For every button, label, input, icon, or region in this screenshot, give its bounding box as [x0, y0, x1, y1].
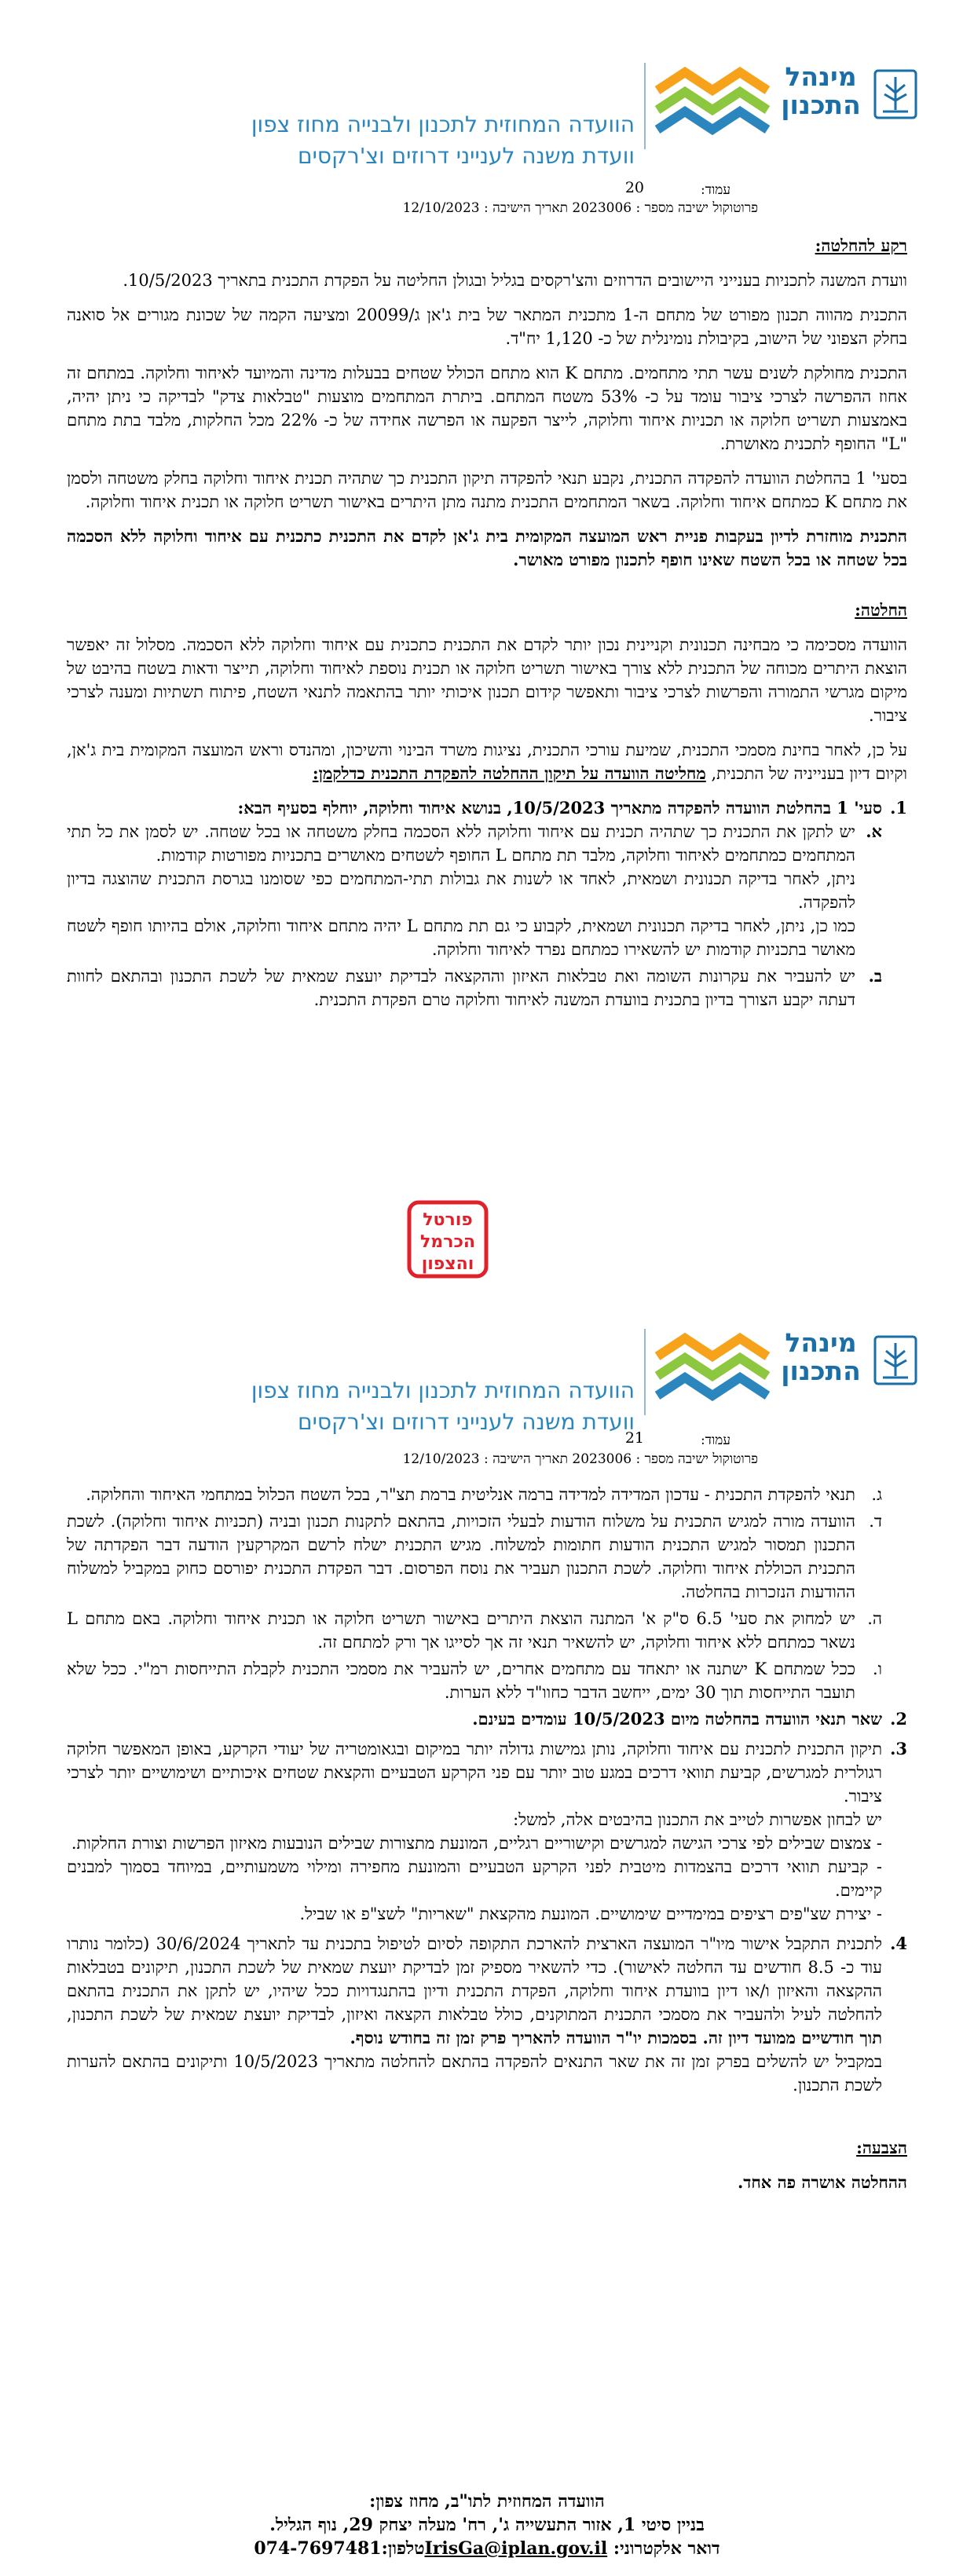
item-number: 1.: [890, 798, 907, 818]
page-number: 20: [624, 179, 644, 196]
background-title: רקע להחלטה:: [815, 236, 907, 255]
svg-text:הכרמל: הכרמל: [419, 1232, 476, 1252]
footer-email-link[interactable]: IrisGa@iplan.gov.il: [424, 2538, 608, 2559]
closing-paragraph: במקביל יש להשלים בפרק זמן זה את שאר התנאים להפקדה בהתאם להחלטה מתאריך 10/5/2023 ותיקונים בהתאם להערות לשכת התכנון.: [67, 2052, 882, 2095]
vote-result: ההחלטה אושרה פה אחד.: [737, 2172, 907, 2192]
item-bullet: - צמצום שבילים לפי צרכי הגישה למגרשים וקישוריים רגליים, המונעת מתצורות שבילים הנובעות מאיזון הפרשות וצורת החלקות.: [71, 1834, 882, 1853]
header-divider: [644, 63, 646, 149]
page-number: 21: [624, 1429, 644, 1447]
decision-emphasis: מחליטה הוועדה על תיקון ההחלטה להפקדת התכנית כדלקמן:: [312, 763, 706, 783]
footer-phone: טלפון:074-7697481: [254, 2538, 425, 2559]
sub-item-c: [67, 1483, 882, 1506]
item-intro: יש לבחון אפשרות לטייב את התכנון בהיבטים אלה, למשל:: [513, 1810, 882, 1829]
item-text: תיקון התכנית לתכנית עם איחוד וחלוקה, נותן גמישות גדולה יותר במיקום ובגאומטריה של יעודי הקרקע, באופן המאפשר חלוקה רגולרית למגרשים, קביעת תוואי דרכים במגע טוב יותר עם פני הקרקע הטבעיים והקצאת שטחים איכותיים ושימושיים יותר לצרכי ציבור.: [67, 1740, 882, 1806]
sub-item-text: ככל שמתחם K ישתנה או יתאחד עם מתחמים אחרים, יש להעביר את מסמכי התכנית לקבלת התייחסות רמ"י. ככל שלא תועבר התייחסות תוך 30 ימים, ייחשב הדבר כחוו"ד ללא הערות.: [67, 1659, 856, 1702]
item-bullet: - יצירת שצ"פים רציפים במימדיים שימושיים. המונעת מהקצאת "שאריות" לשצ"פ או שביל.: [299, 1905, 882, 1923]
page-label: עמוד:: [701, 1433, 730, 1448]
logo-line-2: התכנון: [781, 90, 861, 120]
decision-item-4: [67, 1932, 907, 2097]
footer-email-label: דואר אלקטרוני:: [613, 2538, 720, 2559]
decision-paragraph: הוועדה מסכימה כי מבחינה תכנונית וקניינית נכון יותר לקדם את התכנית כתכנית עם איחוד וחלוקה ללא הסכמה. מסלול זה יאפשר הוצאת היתרים מכוחה של התכנית ללא צורך באישור תשריט חלוקה או תכנית נוספת לאיחוד וחלוקה, תייצר ודאות בשטח בהיבט של מיקום מגרשי התמורה והפרשות לצרכי ציבור ותאפשר קידום תכנון איכותי יותר בהתאמה לתנאי השטח, פיתוח תשתיות ומענה לצרכי ציבור.: [67, 635, 907, 725]
sub-item-letter: ב.: [868, 966, 882, 986]
item-number: 4.: [890, 1934, 907, 1953]
logo-line-2: התכנון: [781, 1356, 861, 1386]
decision-item-1: [67, 796, 907, 1015]
sub-item-text: יש למחוק את סעי' 6.5 ס"ק א' המתנה הוצאת היתרים באישור תשריט חלוקה או תכנית איחוד וחלוקה. באם מתחם L נשאר כמתחם ללא איחוד וחלוקה, יש להשאיר תנאי זה אך לסייגו אך ורק למתחם זה.: [67, 1609, 856, 1652]
page-2-body: [67, 1483, 907, 2205]
sub-item-e: [67, 1607, 882, 1654]
planning-logo-chevrons-icon: [654, 1329, 771, 1403]
svg-text:פורטל: פורטל: [423, 1210, 473, 1230]
planning-administration-logo-text: [778, 63, 864, 119]
sub-item-text: תנאי להפקדת התכנית - עדכון המדידה למדידה ברמה אנליטית ברמת תצ"ר, בכל השטח הכלול במתחמי האיחוד והחלוקה.: [86, 1485, 855, 1504]
item-text: לתכנית התקבל אישור מיו"ר המועצה הארצית להארכת התקופה לסיום לטיפול בתכנית עד לתאריך 30/6/2024 (כלומר נותרו עוד כ- 8.5 חודשים עד החלטה לאישור). כדי להשאיר מספיק זמן לבדיקת יועצת שמאית של לשכת התכנון, תיקונים בטבלאות ההקצאה והאיזון ו/או דיון בוועדת איחוד וחלוקה, הפקדת התכנית ודיון בהתנגדויות ככל שיהיו, יש לתקן את התכנית בהתאם להחלטה לעיל ולהעביר את מסמכי התכנית המתוקנים, כולל טבלאות הקצאה ואיזון, לבדיקת יועצת שמאית של לשכת התכנון,: [67, 1934, 882, 2024]
subcommittee-title: וועדת משנה לענייני דרוזים וצ'רקסים: [298, 1409, 635, 1435]
sub-item-d: [67, 1509, 882, 1604]
sub-item-line: כמו כן, ניתן, לאחר בדיקה תכנונית ושמאית, לקבוע כי גם תת מתחם L יהיה מתחם איחוד וחלוקה, אולם בהיותו חופף לשטח מאושר בתכניות קודמות יש להשאירו כמתחם נפרד לאיחוד וחלוקה.: [67, 917, 855, 959]
item-text-bold: תוך חודשיים ממועד דיון זה. בסמכות יו"ר הוועדה להאריך פרק זמן זה בחודש נוסף.: [350, 2028, 882, 2047]
planning-administration-logo-text: [778, 1329, 864, 1385]
sub-item-line: יש לתקן את התכנית כך שתהיה תכנית עם איחוד וחלוקה ללא הסכמה בחלק משטחה או בכל שטחה. יש לסמן את כל תתי המתחמים כמתחמים לאיחוד וחלוקה, מלבד תת מתחם L החופף לשטחים מאושרים בתכניות מפורטות קודמות.: [67, 822, 855, 865]
item-number: 2.: [890, 1709, 907, 1729]
item-text: סעי' 1 בהחלטת הוועדה להפקדה מתאריך 10/5/2023, בנושא איחוד וחלוקה, יוחלף בסעיף הבא:: [237, 798, 882, 818]
state-emblem-icon: [873, 1335, 917, 1385]
page-label: עמוד:: [701, 182, 730, 198]
sub-item-letter: ג.: [871, 1485, 882, 1504]
committee-title: הוועדה המחוזית לתכנון ולבנייה מחוז צפון: [251, 1378, 635, 1403]
background-paragraph: וועדת המשנה לתכניות בענייני היישובים הדרוזים והצ'רקסים בגליל ובגולן החליטה על הפקדת התכנית בתאריך 10/5/2023.: [123, 271, 907, 290]
protocol-line: פרוטוקול ישיבה מספר : 2023006 תאריך הישיבה : 12/10/2023: [402, 200, 758, 216]
committee-footer: [0, 2490, 974, 2560]
planning-logo-chevrons-icon: [654, 63, 771, 137]
item-number: 3.: [890, 1739, 907, 1758]
decision-title: החלטה:: [855, 600, 907, 620]
header-divider: [644, 1329, 646, 1415]
decision-item-3: [67, 1737, 907, 1926]
committee-title: הוועדה המחוזית לתכנון ולבנייה מחוז צפון: [251, 112, 635, 137]
svg-text:והצפון: והצפון: [421, 1254, 474, 1274]
letterhead: [0, 55, 974, 173]
sub-item-letter: א.: [866, 821, 882, 841]
portal-stamp-logo: [407, 1200, 489, 1279]
vote-title: הצבעה:: [856, 2138, 907, 2157]
sub-item-line: ניתן, לאחר בדיקה תכנונית ושמאית, לאחד או לשנות את גבולות תתי-המתחמים כפי שסומנו בגרסת התכנית שהוצגה בדיון להפקדה.: [67, 869, 855, 912]
page-1-body: [67, 234, 907, 1021]
background-paragraph: התכנית מחולקת לשנים עשר תתי מתחמים. מתחם K הוא מתחם הכולל שטחים בבעלות מדינה והמיועד לאיחוד וחלוקה. במתחם זה אחוז ההפרשה לצרכי ציבור עומד על כ- 53% משטח המתחם. ביתרת המתחמים מוצעות "טבלאות צדק" לבדיקה כי ניתן יהיה, באמצעות תשריט חלוקה או תכניות איחוד וחלוקה, לייצר הפקעה או הפרשה אחידה של כ- 22% מכל החלקות, מלבד בתת מתחם "L" החופף לתכנית מאושרת.: [67, 364, 907, 453]
subcommittee-title: וועדת משנה לענייני דרוזים וצ'רקסים: [298, 143, 635, 169]
decision-item-2: [67, 1707, 907, 1731]
sub-item-b: [67, 964, 882, 1012]
sub-item-a: [67, 820, 882, 961]
background-bold-paragraph: התכנית מוחזרת לדיון בעקבות פניית ראש המועצה המקומית בית ג'אן לקדם את התכנית כתכנית עם איחוד וחלוקה ללא הסכמה בכל שטחה או בכל השטח שאינו חופף לתכנון מפורט מאושר.: [67, 526, 907, 569]
document-page-2: [0, 1288, 974, 2576]
sub-item-letter: ה.: [867, 1609, 882, 1628]
footer-contact: [0, 2537, 974, 2560]
item-text: שאר תנאי הוועדה בהחלטה מיום 10/5/2023 עומדים בעינם.: [472, 1709, 882, 1729]
decision-paragraph-2: [67, 738, 907, 785]
footer-line-1: הוועדה המחוזית לתו"ב, מחוז צפון:: [369, 2491, 605, 2512]
document-page-1: [0, 0, 974, 1274]
state-emblem-icon: [873, 69, 917, 119]
sub-item-text: הוועדה מורה למגיש התכנית על משלוח הודעות לבעלי הזכויות, בהתאם לתקנות תכנון ובניה (תכניות איחוד וחלוקה). לשכת התכנון תמסור למגיש התכנית הודעות חתומות למשלוח. מגיש התכנית ישלח לרשם המקרקעין הודעה דבר הפקדתה של התכנית הכוללת איחוד וחלוקה. לשכת התכנון תעביר את נוסח הפרסום. דבר הפקדת התכנית יפורסם כחוק במקביל למשלוח ההודעות הנזכרות בהחלטה.: [67, 1512, 855, 1601]
letterhead: [0, 1321, 974, 1439]
background-paragraph: בסעי' 1 בהחלטת הוועדה להפקדה התכנית, נקבע תנאי להפקדה תיקון התכנית כך שתהיה תכנית איחוד וחלוקה בחלק משטחה ולסמן את מתחם K כמתחם איחוד וחלוקה. בשאר המתחמים התכנית מתנה מתן היתרים באישור תשריט חלוקה או תכנית איחוד וחלוקה.: [67, 469, 908, 511]
decision-text: על כן, לאחר בחינת מסמכי התכנית, שמיעת עורכי התכנית, נציגות משרד הבינוי והשיכון, ומהנדס וראש המועצה המקומית בית ג'אן, וקיום דיון בענייניה של התכנית,: [67, 741, 907, 783]
protocol-line: פרוטוקול ישיבה מספר : 2023006 תאריך הישיבה : 12/10/2023: [402, 1451, 758, 1467]
logo-line-1: מינהל: [785, 61, 857, 92]
sub-item-letter: ו.: [872, 1659, 882, 1678]
item-bullet: - קביעת תוואי דרכים בהצמדות מיטבית לפני הקרקע הטבעיים והמונעת מחפירה ומילוי משמעותיים, במיוחד בסמוך למבנים קיימים.: [67, 1857, 882, 1900]
sub-item-line: יש להעביר את עקרונות השומה ואת טבלאות האיזון וההקצאה לבדיקת יועצת שמאית של לשכת התכנון ובהתאם לחוות דעתה יקבע הצורך בדיון בתכנית בוועדת המשנה לאיחוד וחלוקה טרם הפקדת התכנית.: [67, 967, 855, 1009]
sub-item-letter: ד.: [869, 1512, 882, 1531]
logo-line-1: מינהל: [785, 1327, 857, 1358]
background-paragraph: התכנית מהווה תכנון מפורט של מתחם ה-1 מתכנית המתאר של בית ג'אן ג/20099 ומציעה הקמה של שכונת מגורים אל סואנה בחלק הצפוני של הישוב, בקיבולת נומינלית של כ- 1,120 יח"ד.: [67, 306, 907, 348]
sub-item-f: [67, 1657, 882, 1704]
footer-address: בניין סיטי 1, אזור התעשייה ג', רח' מעלה יצחק 29, נוף הגליל.: [269, 2515, 705, 2535]
